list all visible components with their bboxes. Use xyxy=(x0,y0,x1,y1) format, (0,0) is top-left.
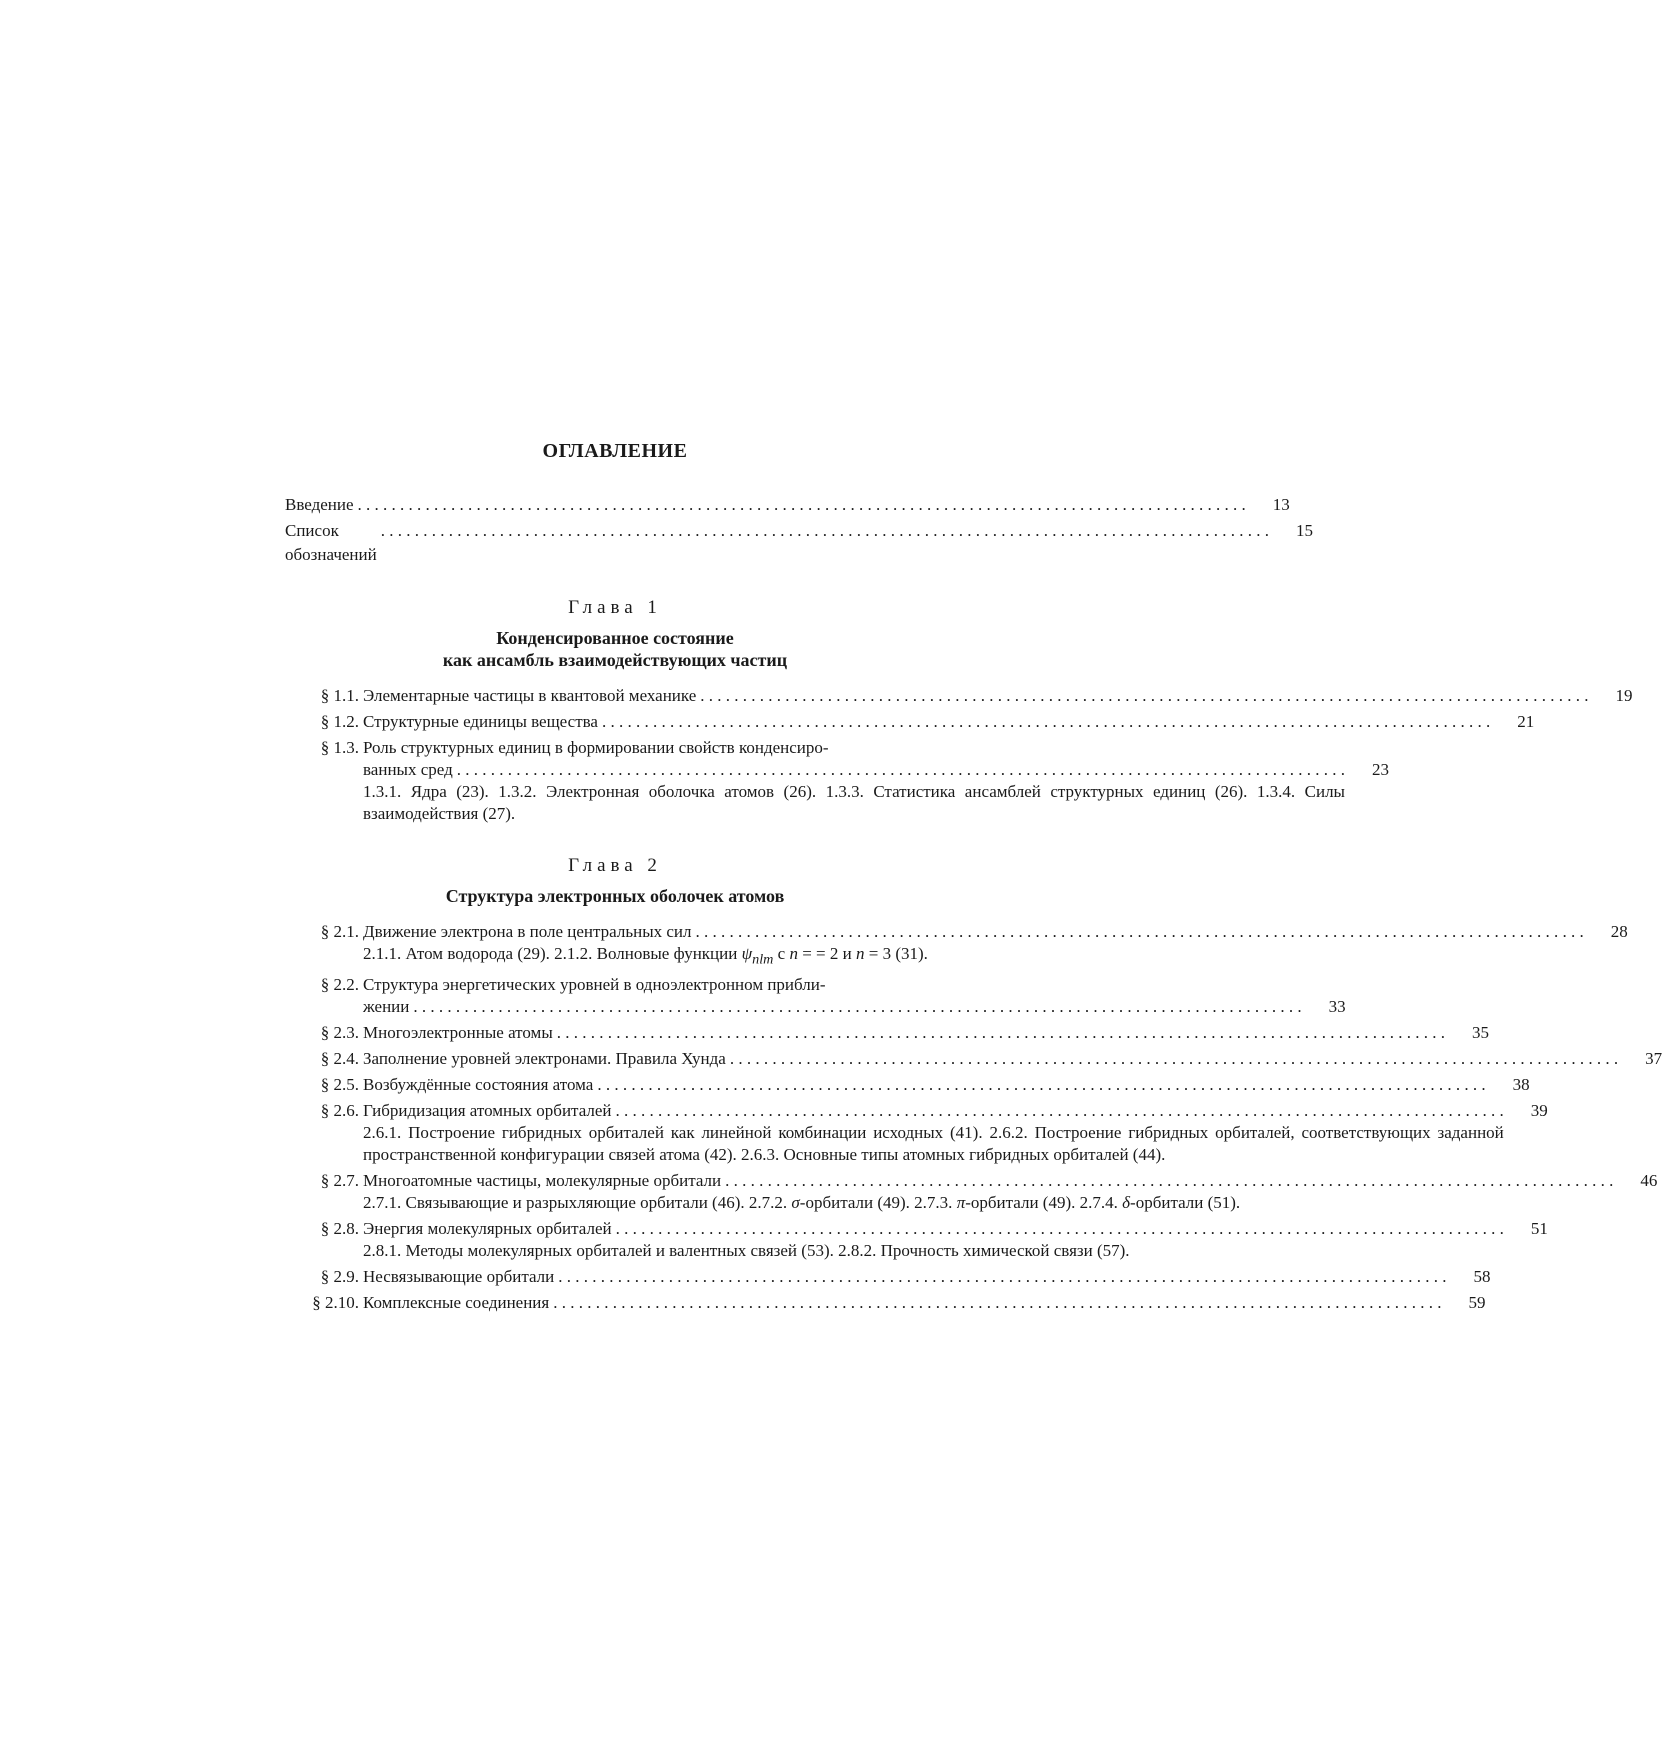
subsection-list: 2.7.1. Связывающие и разрыхляющие орбитали (46). 2.7.2. σ-орбитали (49). 2.7.3. π-орбитали (49). 2.7.4. δ-орбитали (51). xyxy=(363,1193,1241,1213)
section-title: Заполнение уровней электронами. Правила Хунда xyxy=(363,1049,726,1069)
section-title-line: ванных сред xyxy=(363,760,453,779)
toc-section-2-4[interactable] xyxy=(285,1048,1662,1070)
page-number: 15 xyxy=(1295,521,1313,540)
toc-section-1-2[interactable] xyxy=(285,711,1535,733)
section-number: § 2.3. xyxy=(320,1023,359,1043)
section-title: Комплексные соединения xyxy=(363,1293,550,1313)
page-number: 58 xyxy=(1473,1267,1491,1287)
toc-section-2-7[interactable] xyxy=(285,1170,1658,1214)
toc-section-2-9[interactable] xyxy=(285,1266,1491,1288)
page-number: 39 xyxy=(1530,1101,1548,1121)
section-number: § 2.2. xyxy=(320,975,359,995)
subsection-list: 2.1.1. Атом водорода (29). 2.1.2. Волновые функции $\psi_{nlm}$ с n = = 2 и n = 3 (31). xyxy=(363,944,928,968)
page-number: 37 xyxy=(1645,1049,1662,1069)
toc-entry-intro[interactable] xyxy=(285,493,1290,517)
leader-dots xyxy=(696,921,1584,943)
page-number: 21 xyxy=(1517,712,1535,731)
delta-symbol: δ xyxy=(1122,1193,1131,1213)
subsection-list: 2.8.1. Методы молекулярных орбиталей и валентных связей (53). 2.8.2. Прочность химической связи (57). xyxy=(363,1241,1130,1261)
section-title: Несвязывающие орбитали xyxy=(363,1267,555,1287)
sigma-symbol: σ xyxy=(791,1193,800,1213)
section-number: § 2.1. xyxy=(320,922,359,941)
leader-dots xyxy=(616,1100,1504,1122)
section-title: Энергия молекулярных орбиталей xyxy=(363,1219,612,1239)
page-number: 46 xyxy=(1640,1171,1658,1191)
section-number: § 1.1. xyxy=(320,686,359,705)
psi-symbol: ψ xyxy=(741,944,753,963)
section-title: Возбуждённые состояния атома xyxy=(363,1075,594,1095)
leader-dots xyxy=(597,1074,1485,1096)
section-title-line: Роль структурных единиц в формировании свойств конденсиро- xyxy=(363,738,829,757)
section-title: Гибридизация атомных орбиталей xyxy=(363,1101,612,1121)
page-title: ОГЛАВЛЕНИЕ xyxy=(542,440,688,462)
entry-label: Список обозначений xyxy=(285,521,377,564)
section-number: § 2.8. xyxy=(320,1219,359,1239)
page-number: 38 xyxy=(1512,1075,1530,1095)
leader-dots xyxy=(557,1022,1445,1044)
toc-section-2-2[interactable] xyxy=(285,974,1346,1018)
leader-dots xyxy=(381,519,1269,543)
section-number: § 2.10. xyxy=(312,1293,359,1313)
section-title: Структурные единицы вещества xyxy=(363,712,598,731)
page-number: 59 xyxy=(1468,1293,1486,1313)
toc-section-1-1[interactable] xyxy=(285,685,1633,707)
toc-section-2-10[interactable] xyxy=(285,1292,1486,1314)
page-number: 33 xyxy=(1328,997,1346,1017)
leader-dots xyxy=(725,1170,1613,1192)
chapter-2-label: Глава 2 xyxy=(568,855,662,876)
toc-section-2-3[interactable] xyxy=(285,1022,1489,1044)
section-number: § 2.5. xyxy=(320,1075,359,1095)
leader-dots xyxy=(616,1218,1504,1240)
section-title: Движение электрона в поле центральных сил xyxy=(363,922,692,941)
section-title: Многоатомные частицы, молекулярные орбитали xyxy=(363,1171,722,1191)
leader-dots xyxy=(602,711,1490,733)
chapter-1-title xyxy=(285,627,945,671)
toc-section-2-8[interactable] xyxy=(285,1218,1548,1262)
chapter-1-title-line: как ансамбль взаимодействующих частиц xyxy=(442,650,788,670)
section-number: § 2.6. xyxy=(320,1101,359,1121)
section-number: § 2.7. xyxy=(320,1171,359,1191)
leader-dots xyxy=(457,759,1345,781)
section-number: § 1.3. xyxy=(320,738,359,757)
page-number: 13 xyxy=(1272,495,1290,514)
section-number: § 2.4. xyxy=(320,1049,359,1069)
chapter-2-title: Структура электронных оболочек атомов xyxy=(445,886,785,906)
page-number: 19 xyxy=(1615,686,1633,705)
page-number: 23 xyxy=(1371,760,1389,779)
toc-section-1-3[interactable] xyxy=(285,737,1389,825)
page-number: 28 xyxy=(1610,922,1628,941)
toc-page xyxy=(285,440,1662,1318)
toc-entry-notation[interactable] xyxy=(285,519,1313,567)
leader-dots xyxy=(730,1048,1618,1070)
leader-dots xyxy=(700,685,1588,707)
page-number: 35 xyxy=(1472,1023,1489,1043)
subsection-list: 1.3.1. Ядра (23). 1.3.2. Электронная оболочка атомов (26). 1.3.3. Статистика ансамблей структурных единиц (26). 1.3.4. Силы взаимодействия (27). xyxy=(363,782,1345,823)
section-title-line: жении xyxy=(363,997,410,1017)
section-number: § 2.9. xyxy=(320,1267,359,1287)
leader-dots xyxy=(413,996,1301,1018)
toc-section-2-1[interactable] xyxy=(285,921,1628,970)
section-number: § 1.2. xyxy=(320,712,359,731)
page-number: 51 xyxy=(1530,1219,1548,1239)
leader-dots xyxy=(558,1266,1446,1288)
subsection-list: 2.6.1. Построение гибридных орбиталей как линейной комбинации исходных (41). 2.6.2. Построение гибридных орбиталей, соответствующих заданной пространственной конфигурации связей атома (42). 2.6.3. Основные типы атомных гибридных орбиталей (44). xyxy=(363,1123,1504,1165)
toc-section-2-6[interactable] xyxy=(285,1100,1548,1166)
pi-symbol: π xyxy=(956,1193,966,1213)
chapter-1-label: Глава 1 xyxy=(568,597,662,618)
leader-dots xyxy=(358,493,1246,517)
section-title: Многоэлектронные атомы xyxy=(363,1023,553,1043)
section-title-line: Структура энергетических уровней в одноэлектронном прибли- xyxy=(363,975,826,995)
section-title: Элементарные частицы в квантовой механике xyxy=(363,686,697,705)
chapter-1-title-line: Конденсированное состояние xyxy=(496,628,734,648)
toc-section-2-5[interactable] xyxy=(285,1074,1530,1096)
entry-label: Введение xyxy=(285,495,354,514)
leader-dots xyxy=(553,1292,1441,1314)
